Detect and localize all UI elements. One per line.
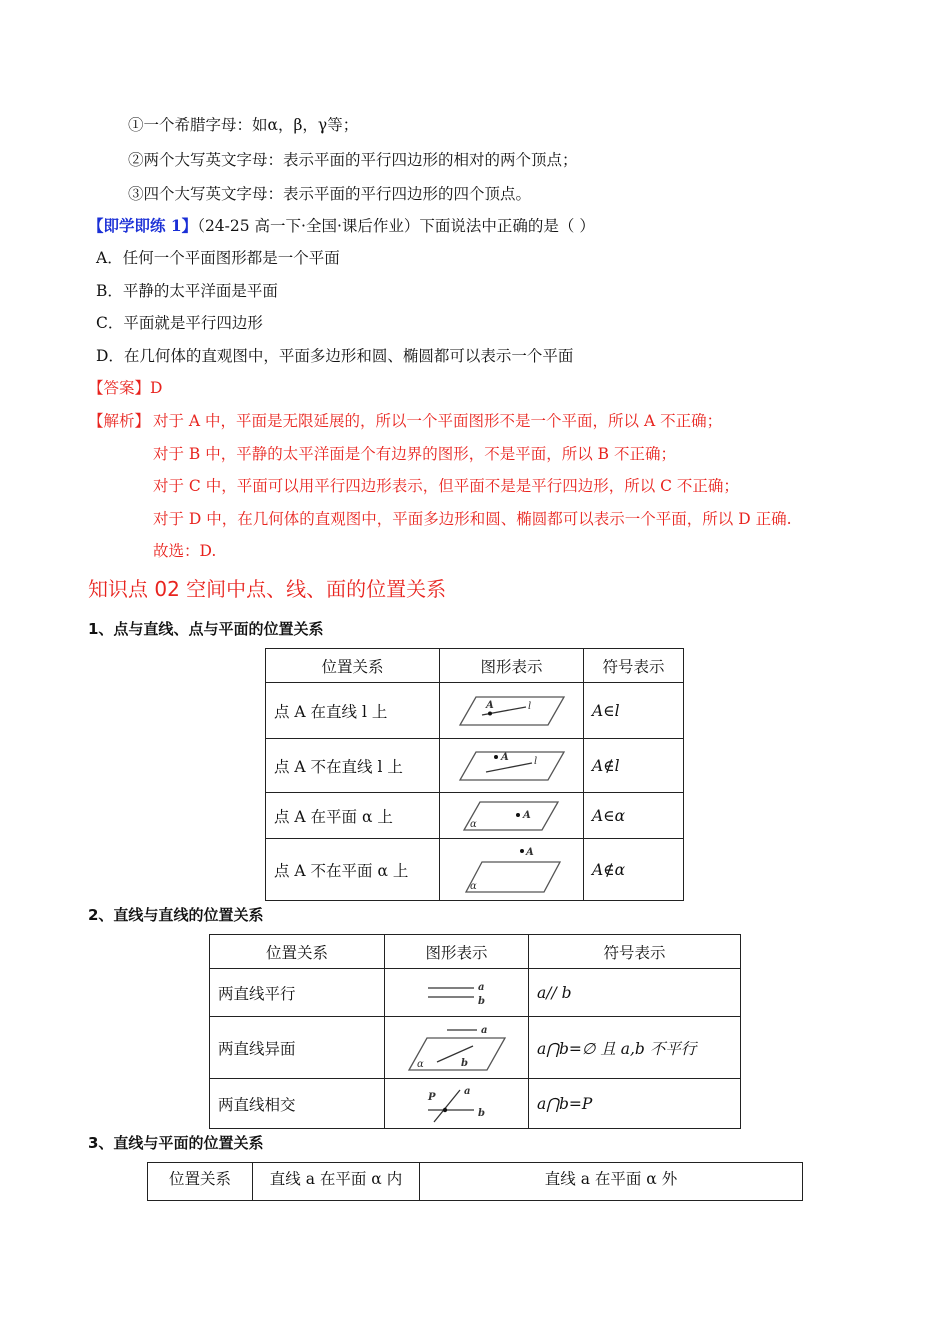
symbol-cell: A∈l (584, 683, 684, 739)
figure-point-off-line (440, 739, 584, 793)
analysis-line-5: 故选：D. (153, 542, 217, 560)
relation-cell: 两直线异面 (210, 1017, 385, 1079)
header-figure: 图形表示 (440, 649, 584, 683)
header-relation: 位置关系 (148, 1163, 253, 1201)
symbol-cell: a⋂b=P (529, 1079, 741, 1129)
label-alpha: α (416, 1058, 424, 1070)
table-row (266, 839, 684, 901)
table-header-row (266, 649, 684, 683)
analysis-line-2: 对于 B 中，平静的太平洋面是个有边界的图形，不是平面，所以 B 不正确； (153, 445, 676, 463)
header-symbol: 符号表示 (584, 649, 684, 683)
figure-point-in-plane (440, 793, 584, 839)
label-l: l (527, 700, 531, 712)
label-a: a (477, 981, 484, 993)
option-a: A．任何一个平面图形都是一个平面 (96, 249, 340, 267)
figure-point-on-line (440, 683, 584, 739)
relation-cell: 两直线相交 (210, 1079, 385, 1129)
label-p: P (427, 1091, 436, 1103)
figure-point-off-plane (440, 839, 584, 901)
label-a: A (485, 699, 494, 711)
line-plane-table (147, 1162, 803, 1201)
symbol-cell: A∈α (584, 793, 684, 839)
exercise-header (88, 216, 595, 236)
header-figure: 图形表示 (385, 935, 529, 969)
header-symbol: 符号表示 (529, 935, 741, 969)
option-c: C．平面就是平行四边形 (96, 314, 263, 332)
label-b: b (477, 1107, 485, 1119)
table-row (210, 1017, 741, 1079)
subsection-1-title: 1、点与直线、点与平面的位置关系 (88, 620, 324, 638)
header-relation: 位置关系 (210, 935, 385, 969)
symbol-cell: A∉l (584, 739, 684, 793)
option-b: B．平静的太平洋面是平面 (96, 282, 278, 300)
table-row (210, 1079, 741, 1129)
subsection-2-title: 2、直线与直线的位置关系 (88, 906, 264, 924)
label-a: A (522, 809, 531, 821)
header-line-in-plane: 直线 a 在平面 α 内 (253, 1163, 420, 1201)
label-a: A (500, 751, 509, 763)
intro-line-1: ①一个希腊字母：如α，β，γ等； (128, 116, 359, 134)
label-alpha: α (469, 818, 477, 830)
exercise-tag: 【即学即练 1】 (88, 216, 198, 235)
relation-cell: 点 A 不在平面 α 上 (266, 839, 440, 901)
analysis-tag: 【解析】 (88, 412, 151, 430)
relation-cell: 点 A 在直线 l 上 (266, 683, 440, 739)
section-heading: 知识点 02 空间中点、线、面的位置关系 (88, 577, 447, 601)
analysis-line-1: 对于 A 中，平面是无限延展的，所以一个平面图形不是一个平面，所以 A 不正确； (153, 412, 723, 430)
exercise-source: （24-25 高一下·全国·课后作业）下面说法中正确的是（ ） (197, 217, 595, 235)
relation-cell: 点 A 在平面 α 上 (266, 793, 440, 839)
point-relation-table (265, 648, 684, 901)
symbol-cell: a⋂b=∅ 且 a,b 不平行 (529, 1017, 741, 1079)
label-l: l (533, 755, 537, 767)
relation-cell: 两直线平行 (210, 969, 385, 1017)
line-line-table (209, 934, 741, 1129)
figure-intersecting-lines (385, 1079, 529, 1129)
table-header-row (148, 1163, 803, 1201)
table-header-row (210, 935, 741, 969)
label-a: A (525, 846, 534, 858)
subsection-3-title: 3、直线与平面的位置关系 (88, 1134, 264, 1152)
label-alpha: α (469, 880, 477, 892)
label-b: b (460, 1057, 468, 1069)
table-row (266, 793, 684, 839)
label-a: a (463, 1085, 470, 1097)
intro-line-2: ②两个大写英文字母：表示平面的平行四边形的相对的两个顶点； (128, 151, 578, 169)
figure-parallel-lines (385, 969, 529, 1017)
table-row (266, 739, 684, 793)
relation-cell: 点 A 不在直线 l 上 (266, 739, 440, 793)
symbol-cell: a// b (529, 969, 741, 1017)
label-b: b (477, 995, 485, 1007)
label-a: a (480, 1024, 487, 1036)
answer: 【答案】D (88, 379, 163, 397)
header-relation: 位置关系 (266, 649, 440, 683)
figure-skew-lines (385, 1017, 529, 1079)
intro-line-3: ③四个大写英文字母：表示平面的平行四边形的四个顶点。 (128, 185, 532, 203)
option-d: D．在几何体的直观图中，平面多边形和圆、椭圆都可以表示一个平面 (96, 347, 574, 365)
symbol-cell: A∉α (584, 839, 684, 901)
header-line-outside-plane: 直线 a 在平面 α 外 (420, 1163, 803, 1201)
table-row (266, 683, 684, 739)
analysis-line-3: 对于 C 中，平面可以用平行四边形表示，但平面不是是平行四边形，所以 C 不正确； (153, 477, 739, 495)
analysis-line-4: 对于 D 中，在几何体的直观图中，平面多边形和圆、椭圆都可以表示一个平面，所以 D 正确. (153, 510, 792, 528)
table-row (210, 969, 741, 1017)
